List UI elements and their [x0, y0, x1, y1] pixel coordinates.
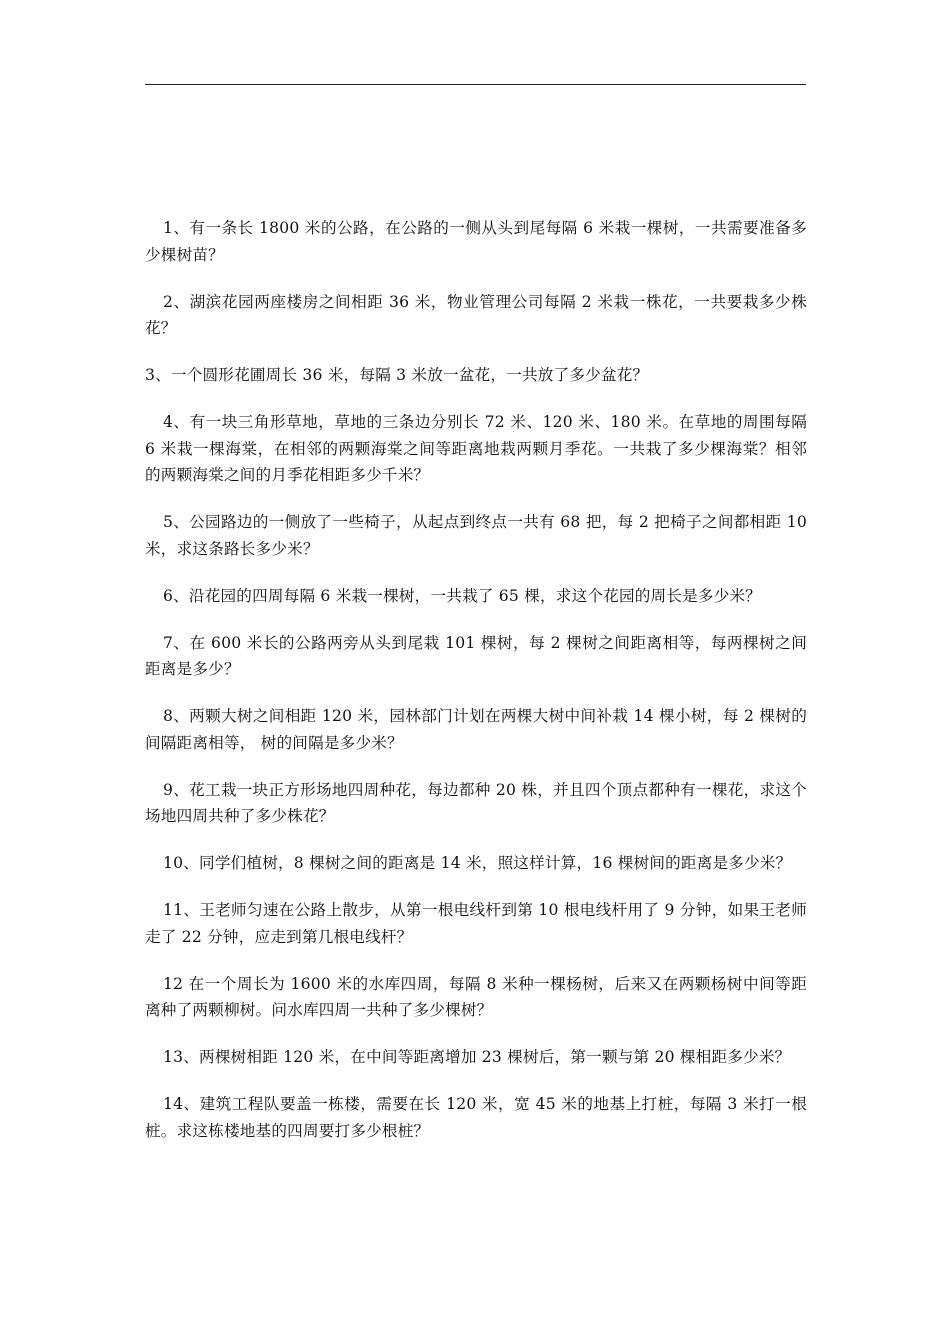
problem-9: 9、花工栽一块正方形场地四周种花，每边都种 20 株，并且四个顶点都种有一棵花，求这个场地四周共种了多少株花？ [145, 780, 807, 825]
problem-4: 4、有一块三角形草地，草地的三条边分别长 72 米、120 米、180 米。在草地的周围每隔 6 米栽一棵海棠，在相邻的两颗海棠之间等距离地栽两颗月季花。一共栽了多少棵海棠？相邻的两颗海棠之间的月季花相距多少千米？ [145, 413, 807, 484]
problem-5: 5、公园路边的一侧放了一些椅子，从起点到终点一共有 68 把，每 2 把椅子之间都相距 10 米，求这条路长多少米？ [145, 513, 807, 558]
problem-13: 13、两棵树相距 120 米，在中间等距离增加 23 棵树后，第一颗与第 20 棵相距多少米？ [163, 1048, 791, 1066]
problem-1: 1、有一条长 1800 米的公路，在公路的一侧从头到尾每隔 6 米栽一棵树，一共需要准备多少棵树苗？ [145, 219, 807, 264]
problem-7: 7、在 600 米长的公路两旁从头到尾栽 101 棵树，每 2 棵树之间距离相等，每两棵树之间距离是多少？ [145, 633, 807, 678]
problem-2: 2、湖滨花园两座楼房之间相距 36 米，物业管理公司每隔 2 米栽一株花，一共要栽多少株花？ [145, 292, 807, 337]
problem-14: 14、建筑工程队要盖一栋楼，需要在长 120 米，宽 45 米的地基上打桩，每隔 3 米打一根桩。求这栋楼地基的四周要打多少根桩？ [145, 1095, 807, 1140]
problem-8: 8、两颗大树之间相距 120 米，园林部门计划在两棵大树中间补栽 14 棵小树，每 2 棵树的间隔距离相等， 树的间隔是多少米？ [145, 707, 807, 752]
problem-3: 3、一个圆形花圃周长 36 米，每隔 3 米放一盆花，一共放了多少盆花？ [145, 366, 649, 384]
header-rule [145, 84, 806, 85]
problem-12: 12 在一个周长为 1600 米的水库四周，每隔 8 米种一棵杨树，后来又在两颗杨树中间等距离种了两颗柳树。问水库四周一共种了多少棵树？ [145, 974, 807, 1019]
problem-list [145, 215, 807, 1165]
problem-11: 11、王老师匀速在公路上散步，从第一根电线杆到第 10 根电线杆用了 9 分钟，如果王老师走了 22 分钟，应走到第几根电线杆？ [145, 901, 807, 946]
problem-10: 10、同学们植树，8 棵树之间的距离是 14 米，照这样计算，16 棵树间的距离是多少米？ [163, 854, 792, 872]
problem-6: 6、沿花园的四周每隔 6 米栽一棵树，一共栽了 65 棵，求这个花园的周长是多少米？ [163, 586, 762, 605]
